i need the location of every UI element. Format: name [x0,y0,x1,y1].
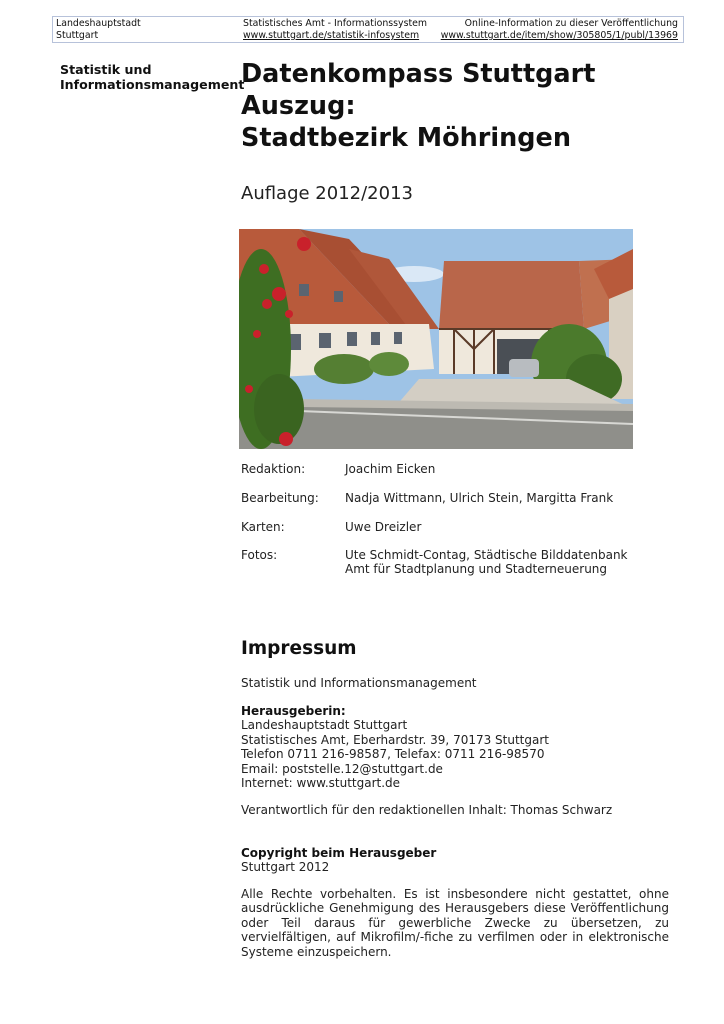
rights-notice: Alle Rechte vorbehalten. Es ist insbesondere nicht gestattet, ohne ausdrückliche Genehmigung des Herausgebers diese Veröffentlichung oder Teil daraus für gewerbliche Zwecke zu übersetzen, zu vervielfältigen, auf Mikrofilm/-fiche zu verfilmen oder in elektronische Systeme einzuspeichern. [241,887,669,959]
header-publication-link[interactable]: www.stuttgart.de/item/show/305805/1/publ/13969 [440,30,678,41]
publisher-block [241,704,669,790]
credit-label: Fotos: [241,548,278,562]
header-office [243,18,427,42]
credit-value: Uwe Dreizler [345,520,422,534]
publisher-line: Telefon 0711 216-98587, Telefax: 0711 216-98570 [241,747,545,762]
credit-value: Joachim Eicken [345,462,436,476]
credit-value: Ute Schmidt-Contag, Städtische Bilddatenbank [345,548,628,562]
page-title-line2: Auszug: [241,91,356,121]
header-online-label: Online-Information zu dieser Veröffentlichung [464,18,678,29]
department-label [60,62,244,92]
header-office-name: Statistisches Amt - Informationssystem [243,18,428,29]
edition-label: Auflage 2012/2013 [241,183,413,204]
publisher-website[interactable]: Internet: www.stuttgart.de [241,776,401,791]
header-info-box [52,16,684,43]
publisher-email[interactable]: Email: poststelle.12@stuttgart.de [241,761,443,776]
credit-label: Karten: [241,520,285,534]
credit-label: Redaktion: [241,462,306,476]
credit-value: Nadja Wittmann, Ulrich Stein, Margitta Frank [345,491,614,505]
publisher-line: Statistisches Amt, Eberhardstr. 39, 70173 Stuttgart [241,732,549,747]
department-label-line1: Statistik und [60,62,152,77]
header-city-line2: Stuttgart [56,30,99,41]
credit-value: Amt für Stadtplanung und Stadterneuerung [345,562,608,576]
header-city [56,18,141,42]
cover-photo [239,229,633,449]
publisher-line: Landeshauptstadt Stuttgart [241,718,408,733]
page-title [241,58,595,154]
header-online-info [441,18,678,42]
copyright-place: Stuttgart 2012 [241,860,330,875]
header-city-line1: Landeshauptstadt [56,18,141,29]
publisher-label: Herausgeberin: [241,704,346,718]
impressum-org: Statistik und Informationsmanagement [241,676,477,690]
page-title-line1: Datenkompass Stuttgart [241,59,596,89]
copyright-block [241,846,669,875]
header-office-link[interactable]: www.stuttgart.de/statistik-infosystem [243,30,420,41]
responsible-editor: Verantwortlich für den redaktionellen Inhalt: Thomas Schwarz [241,803,613,817]
credit-label: Bearbeitung: [241,491,319,505]
department-label-line2: Informationsmanagement [60,77,245,92]
copyright-label: Copyright beim Herausgeber [241,846,437,860]
page-title-line3: Stadtbezirk Möhringen [241,123,571,153]
impressum-heading: Impressum [241,638,357,659]
